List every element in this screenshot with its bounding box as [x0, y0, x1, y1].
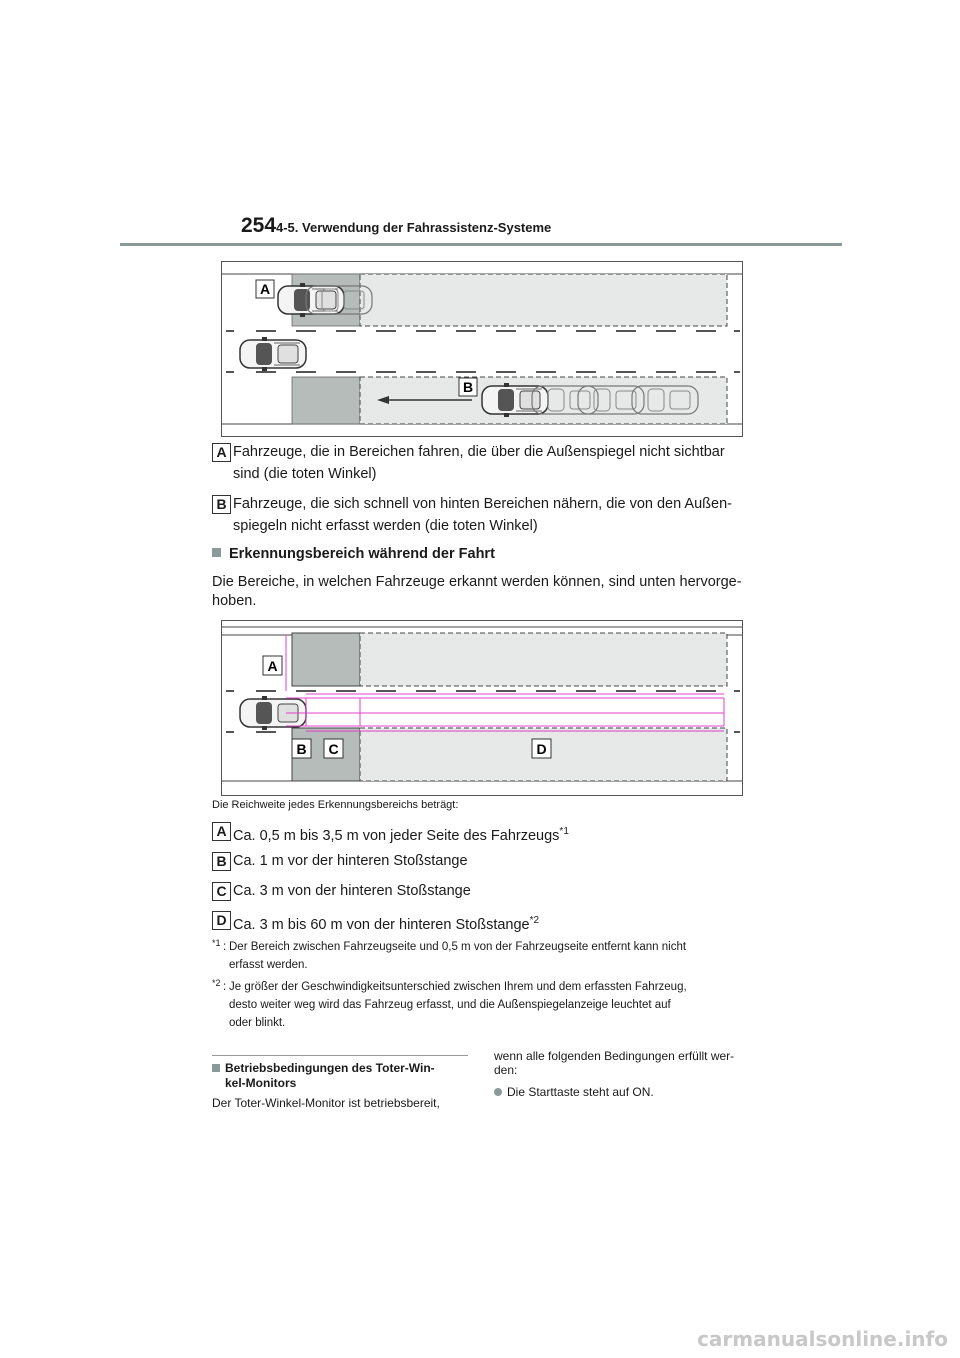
fig2-label-c: C — [328, 741, 339, 757]
conditions-continued: wenn alle folgenden Bedingungen erfüllt wer- den: — [494, 1049, 735, 1077]
fig2-label-a: A — [267, 658, 278, 674]
own-vehicle — [240, 337, 306, 371]
detection-range-figure — [221, 620, 743, 796]
section-title: 4-5. Verwendung der Fahrassistenz-Systeme — [276, 220, 552, 235]
fig1-label-a: A — [259, 281, 271, 297]
square-bullet-icon — [212, 548, 221, 557]
bullet-dot-icon — [494, 1088, 502, 1096]
square-bullet-icon — [212, 1064, 220, 1072]
operating-conditions-text: Der Toter-Winkel-Monitor ist betriebsbereit, — [212, 1096, 440, 1110]
column-divider — [212, 1055, 468, 1056]
blind-spot-figure — [221, 261, 743, 437]
vehicle-upper-lane — [278, 283, 344, 317]
footnote-1: *1 : Der Bereich zwischen Fahrzeugseite und 0,5 m von der Fahrzeugseite entfernt kann nicht erfasst werden. — [212, 938, 687, 971]
section-intro: Die Bereiche, in welchen Fahrzeuge erkannt werden können, sind unten hervorge- hoben. — [212, 574, 742, 609]
badge-a: A — [212, 443, 231, 462]
range-intro: Die Reichweite jedes Erkennungsbereichs beträgt: — [212, 799, 459, 811]
page-number: 254 — [241, 214, 277, 237]
header-rule — [120, 243, 842, 246]
watermark: carmanualsonline.info — [697, 1327, 948, 1351]
operating-conditions-heading: Betriebsbedingungen des Toter-Win- kel-Monitors — [212, 1061, 468, 1091]
footnote-2: *2 : Je größer der Geschwindigkeitsunterschied zwischen Ihrem und dem erfassten Fahrzeug, desto weiter weg wird das Fahrzeug erfasst, und die Außenspiegelanzeige leuchtet auf oder blinkt. — [212, 978, 687, 1029]
blind-spot-diagram — [222, 262, 742, 436]
fig1-label-b: B — [462, 379, 474, 395]
fig2-label-d: D — [536, 741, 547, 757]
approaching-vehicle — [482, 383, 548, 417]
badge-b: B — [212, 495, 231, 514]
fig2-label-b: B — [296, 741, 307, 757]
detection-range-diagram — [222, 621, 742, 795]
section-heading: Erkennungsbereich während der Fahrt — [212, 546, 495, 562]
condition-bullet: Die Starttaste steht auf ON. — [494, 1085, 654, 1100]
